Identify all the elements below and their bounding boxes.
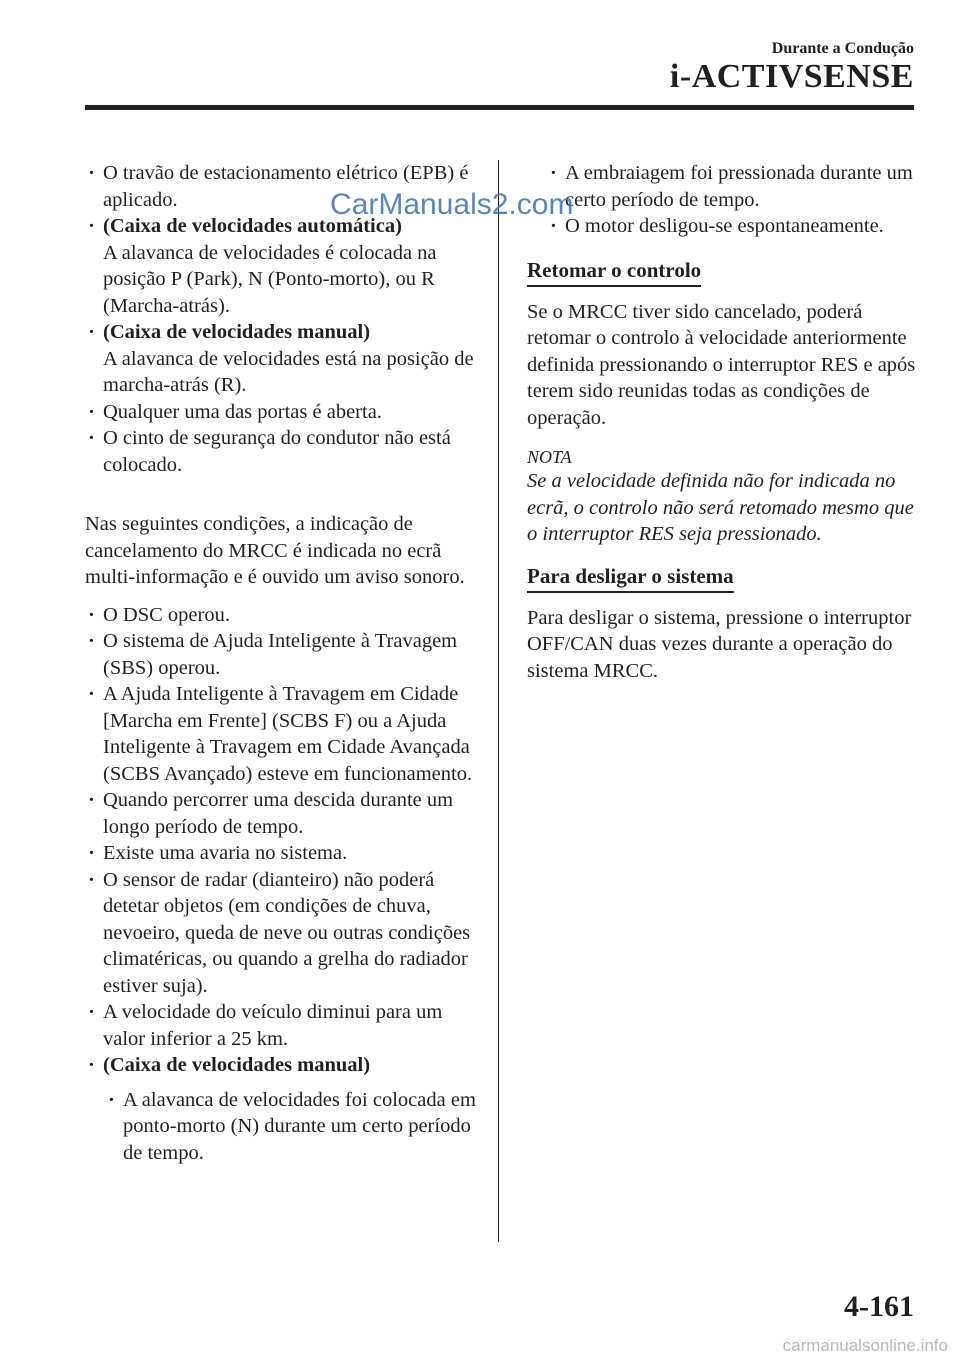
column-divider: [498, 160, 499, 1242]
item-text: Quando percorrer uma descida durante um longo período de tempo.: [103, 789, 454, 838]
item-heading: (Caixa de velocidades automática): [103, 215, 402, 237]
bullet-icon: ·: [550, 215, 557, 237]
left-column: [85, 160, 477, 1166]
item-text: A embraiagem foi pressionada durante um certo período de tempo.: [565, 162, 913, 211]
section-heading: Para desligar o sistema: [527, 564, 734, 593]
list-item: [85, 681, 477, 787]
item-text: O sistema de Ajuda Inteligente à Travagem (SBS) operou.: [103, 630, 458, 679]
item-text: A alavanca de velocidades é colocada na posição P (Park), N (Ponto-morto), ou R (Marcha-atrás).: [103, 241, 437, 317]
page-number: 4-161: [844, 1290, 914, 1323]
note-text: Se a velocidade definida não for indicada no ecrã, o controlo não será retomado mesmo que o interruptor RES seja pressionado.: [527, 470, 914, 545]
watermark-footer: carmanualsonline.info: [782, 1336, 948, 1355]
bullet-icon: ·: [88, 789, 95, 811]
bullet-icon: ·: [550, 162, 557, 184]
list-item: [85, 628, 477, 681]
bullet-icon: ·: [88, 1054, 95, 1076]
list-item: [85, 319, 477, 399]
list-item: [85, 1052, 477, 1079]
item-text: A alavanca de velocidades foi colocada em ponto-morto (N) durante um certo período de tempo.: [123, 1088, 476, 1164]
item-text: A Ajuda Inteligente à Travagem em Cidade [Marcha em Frente] (SCBS F) ou a Ajuda Inteligente à Travagem em Cidade Avançada (SCBS Avançado) esteve em funcionamento.: [103, 683, 473, 785]
list-item: [85, 787, 477, 840]
item-text: O sensor de radar (dianteiro) não poderá detetar objetos (em condições de chuva, nevoeiro, queda de neve ou outras condições climatéricas, ou quando a grelha do radiador estiver suja).: [103, 868, 471, 997]
sub-list-item: [547, 160, 917, 213]
list-item: [85, 425, 477, 478]
section-heading: Retomar o controlo: [527, 258, 701, 287]
item-text: O cinto de segurança do condutor não está colocado.: [103, 427, 451, 476]
item-heading: (Caixa de velocidades manual): [103, 321, 371, 343]
bullet-icon: ·: [88, 400, 95, 423]
item-text: A alavanca de velocidades está na posição de marcha-atrás (R).: [103, 347, 474, 396]
bullet-icon: ·: [88, 321, 95, 343]
item-text: Existe uma avaria no sistema.: [103, 842, 348, 864]
body-paragraph: Nas seguintes condições, a indicação de cancelamento do MRCC é indicada no ecrã multi-informação e é ouvido um aviso sonoro.: [85, 513, 465, 588]
bullet-icon: ·: [108, 1088, 115, 1111]
list-item: [85, 999, 477, 1052]
item-text: O motor desligou-se espontaneamente.: [565, 215, 884, 237]
bullet-icon: ·: [88, 162, 95, 184]
item-text: O DSC operou.: [103, 603, 230, 626]
section-title: Durante a Condução: [771, 40, 914, 57]
item-text: Qualquer uma das portas é aberta.: [103, 400, 382, 423]
body-paragraph: Se o MRCC tiver sido cancelado, poderá retomar o controlo à velocidade anteriormente definida pressionando o interruptor RES e após terem sido reunidas todas as condições de operação.: [527, 300, 916, 429]
list-item: [85, 399, 477, 426]
bullet-icon: ·: [88, 215, 95, 237]
bullet-icon: ·: [88, 427, 95, 449]
bullet-icon: ·: [88, 842, 95, 864]
right-column: [527, 160, 917, 684]
chapter-title: i-ACTIVSENSE: [669, 58, 914, 95]
item-text: O travão de estacionamento elétrico (EPB) é aplicado.: [103, 162, 469, 211]
bullet-icon: ·: [88, 683, 95, 705]
item-heading: (Caixa de velocidades manual): [103, 1054, 371, 1076]
bullet-icon: ·: [88, 603, 95, 626]
list-item: [85, 867, 477, 1000]
item-text: A velocidade do veículo diminui para um valor inferior a 25 km.: [103, 1001, 443, 1050]
list-item: [85, 840, 477, 867]
body-paragraph: Para desligar o sistema, pressione o interruptor OFF/CAN duas vezes durante a operação do sistema MRCC.: [527, 606, 912, 682]
header-rule: [85, 105, 914, 110]
bullet-icon: ·: [88, 1001, 95, 1023]
list-item: [85, 213, 477, 319]
sub-list-item: [547, 213, 917, 240]
list-item: [85, 602, 477, 629]
bullet-icon: ·: [88, 630, 95, 652]
watermark-logo: CarManuals2.com: [330, 188, 574, 221]
note-label: NOTA: [527, 447, 572, 467]
sub-list-item: [105, 1087, 477, 1167]
bullet-icon: ·: [88, 868, 95, 891]
